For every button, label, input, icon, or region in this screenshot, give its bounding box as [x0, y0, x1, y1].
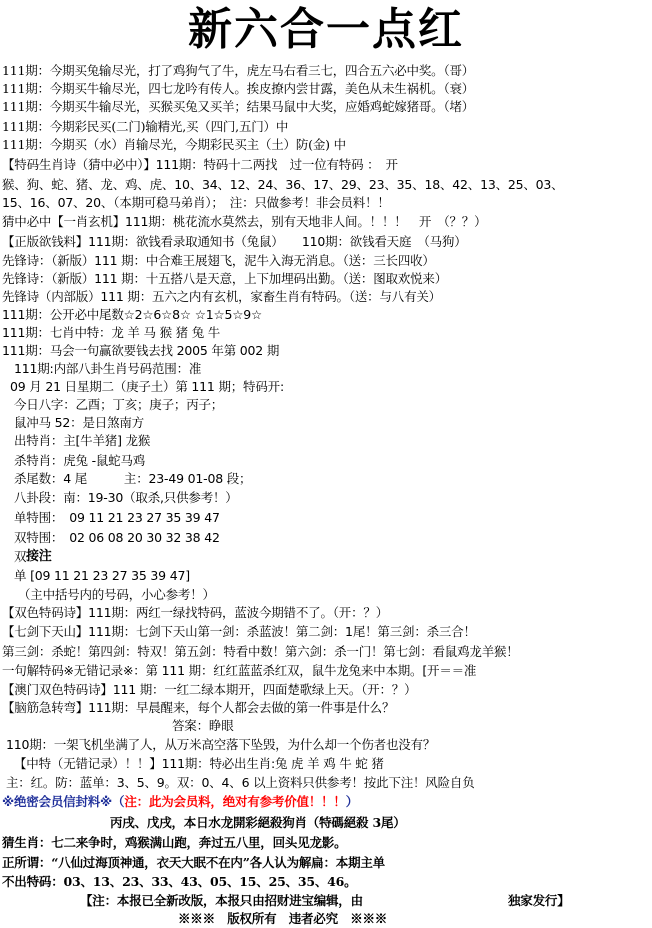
- line-bagua-range: 111期:内部八卦生肖号码范围：准: [14, 361, 202, 376]
- line-hua-3: 111期：今期买牛输尽光，买猴买兔又买羊；结果马鼠中大奖，应婚鸡蛇嫁猪哥。（堵）: [2, 99, 475, 114]
- line-menshu: 111期：今期彩民买(二门)输精光,买（四门,五门）中: [2, 119, 289, 134]
- line-date: 09 月 21 日星期二（庚子土）第 111 期；特码开:: [10, 379, 284, 394]
- line-shaweishu: 杀尾数：4 尾 主：23-49 01-08 段；: [14, 471, 252, 486]
- line-xianfeng-3: 先锋诗（内部版）111 期：五六之内有玄机，家畜生肖有特码。（送：与八有关）: [2, 289, 441, 304]
- line-jueshagou: 丙戌、戊戌，本日水龙開彩絕殺狗肖（特碼絕殺 3尾）: [110, 815, 406, 830]
- line-texiao-poem: 【特码生肖诗（猜中必中）】111期：特码十二两找 过一位有特码 ： 开: [2, 157, 398, 172]
- line-answer: 答案：睁眼: [172, 718, 234, 733]
- line-dantewei: 单特围： 09 11 21 23 27 35 39 47: [14, 510, 220, 525]
- line-shuang: 双: [14, 549, 27, 564]
- line-jiezhu: 接注: [26, 549, 52, 564]
- line-chongsha: 鼠冲马 52：是日煞南方: [14, 415, 144, 430]
- line-naojin: 【脑筋急转弯】111期：早晨醒来，每个人都会去做的第一件事是什么？: [2, 700, 395, 715]
- line-feiji: 110期：一架飞机坐满了人，从万米高空落下坠毁，为什么却一个伤者也没有？: [6, 737, 436, 752]
- line-footer-note: 【注：本报已全新改版，本报只由招财进宝编辑，由: [80, 893, 363, 908]
- line-shuangse-poem: 【双色特码诗】111期：两红一绿找特码，蓝波今期错不了。（开：？）: [2, 605, 389, 620]
- line-baguaduan: 八卦段：南：19-30（取杀,只供参考！）: [14, 490, 238, 505]
- line-zhu-fang: 主：红。防：蓝单：3、5、9。双：0、4、6 以上资料只供参考！按此下注！风险自负: [6, 775, 475, 790]
- member-close: ）: [345, 794, 359, 809]
- line-hua-2: 111期：今期买牛输尽光，四七龙吟有传人。挨皮撩内尝甘露，美色从未生祸机。（衰）: [2, 81, 475, 96]
- line-texiao-list-1: 猴、狗、蛇、猪、龙、鸡、虎、10、34、12、24、36、17、29、23、35、18、42、13、25、03、: [2, 177, 564, 192]
- line-zhongte: 【中特（无错记录）！！】111期：特必出生肖:兔 虎 羊 鸡 牛 蛇 猪: [14, 756, 384, 771]
- line-weishu: 111期：公开必中尾数☆2☆6☆8☆ ☆1☆5☆9☆: [2, 307, 262, 322]
- line-wuxing: 111期：今期买（水）肖输尽光，今期彩民买主（土）防(金) 中: [2, 137, 346, 152]
- line-bracket-note: （主中括号内的号码，小心参考！）: [18, 587, 215, 602]
- line-shatexiao: 杀特肖：虎兔 -鼠蛇马鸡: [14, 453, 146, 468]
- line-xianfeng-1: 先锋诗：（新版）111 期：中合难王展翅飞，泥牛入海无消息。（送：三长四收）: [2, 253, 435, 268]
- line-zhengsuowei: 正所谓：“八仙过海顶神通，衣天大眠不在内”各人认为解扁：本期主单: [2, 855, 385, 870]
- line-shuangtewei: 双特围： 02 06 08 20 30 32 38 42: [14, 530, 220, 545]
- line-aomen-poem: 【澳门双色特码诗】111 期：一红二绿本期开，四面楚歌绿上天。（开：？）: [2, 682, 417, 697]
- line-mahui: 111期：马会一句赢欲要钱去找 2005 年第 002 期: [2, 343, 280, 358]
- line-xianfeng-2: 先锋诗：（新版）111 期：十五搭八是天意，上下加埋码出勤。（送：图取欢悦来）: [2, 271, 448, 286]
- line-bazi: 今日八字：乙酉；丁亥；庚子；丙子；: [14, 397, 224, 412]
- member-label: ※绝密会员信封料※（: [2, 794, 125, 809]
- page-title: 新六合一点红: [188, 4, 464, 55]
- line-buchu-tema: 不出特码：03、13、23、33、43、05、15、25、35、46。: [2, 874, 357, 889]
- line-hua-1: 111期：今期买兔输尽光，打了鸡狗气了牛，虎左马右看三七，四合五六必中奖。（哥）: [2, 63, 475, 78]
- line-qijian-1: 【七剑下天山】111期：七剑下天山第一剑：杀蓝波！第二剑：1尾！第三剑：杀三合！: [2, 624, 476, 639]
- line-cai-shengxiao: 猜生肖：七二来争时，鸡猴满山跑，奔过五八里，回头见龙影。: [2, 835, 347, 850]
- line-yuqian: 【正版欲钱料】111期：欲钱看录取通知书（兔鼠） 110期：欲钱看天庭 （马狗）: [2, 234, 467, 249]
- line-chutexiao: 出特肖：主[牛羊猪] 龙猴: [14, 433, 151, 448]
- line-copyright: ※※※ 版权所有 违者必究 ※※※: [178, 911, 388, 926]
- line-member: [2, 793, 358, 811]
- line-yiju-jie: 一句解特码※无错记录※：第 111 期：红红蓝蓝杀红双，鼠牛龙兔来中本期。[开＝＝准: [2, 663, 477, 678]
- member-note: 注：此为会员料，绝对有参考价值！！！: [124, 794, 346, 809]
- line-dan-numbers: 单 [09 11 21 23 27 35 39 47]: [14, 568, 190, 583]
- line-qixiao: 111期：七肖中特：龙 羊 马 猴 猪 兔 牛: [2, 325, 221, 340]
- line-qijian-2: 第三剑：杀蛇！第四剑：特双！第五剑：特看中数！第六剑：杀一门！第七剑：看鼠鸡龙羊猴！: [2, 644, 519, 659]
- line-footer-publisher: 独家发行】: [508, 893, 570, 908]
- line-yixiao-xuanji: 猜中必中【一肖玄机】111期：桃花流水莫然去，别有天地非人间。！！！ 开 （？？）: [2, 214, 487, 229]
- line-texiao-list-2: 15、16、07、20、（本期可稳马弟肖）； 注：只做参考！非会员料！！: [2, 195, 390, 210]
